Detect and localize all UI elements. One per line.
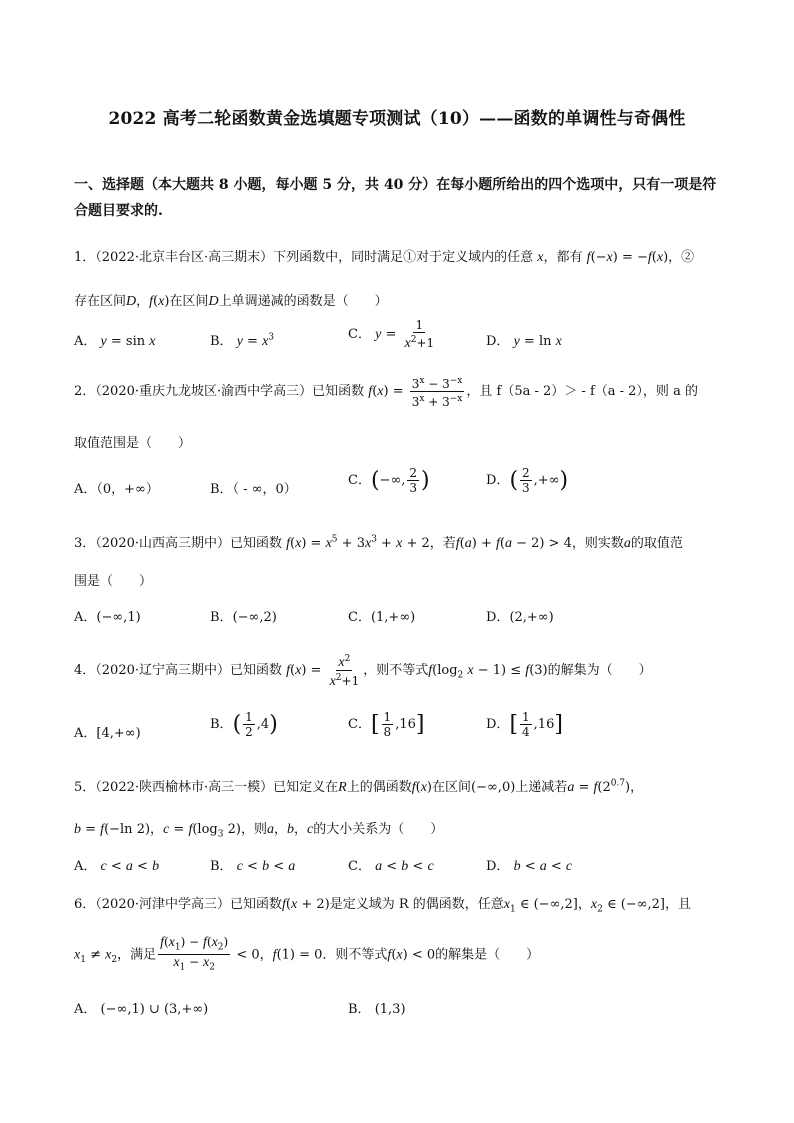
question-2-line-1: 2．（2020·重庆九龙坡区·渝西中学高三）已知函数 f(x) = $\frac{3^x - 3^{-x}}{3^x + 3^{-x}}$ ，且 f（5a - 2）＞ - f（a - 2），则 a 的	[74, 376, 698, 409]
question-2-option-a: A．（0，+∞）	[74, 482, 159, 497]
question-4-option-d: D．[ $\frac{1}{4}$ ,16]	[486, 710, 563, 739]
question-6-line-2: $x_1 \ne x_2$，满足 $\frac{f(x_1) - f(x_2)}{x_1 - x_2}$ < 0，f(1) = 0．则不等式f(x) < 0的解集是（ ）	[74, 935, 540, 973]
question-3-option-b: B．(−∞,2)	[210, 610, 277, 625]
question-4-option-c: C．[ $\frac{1}{8}$ ,16]	[348, 710, 425, 739]
question-1-line-2: 存在区间D，f(x)在区间D上单调递减的函数是（ ）	[74, 294, 388, 309]
question-6-line-1: 6．（2020·河津中学高三）已知函数f(x + 2)是定义域为 R 的偶函数，任意$x_1$ ∈ (−∞,2]，$x_2$ ∈ (−∞,2]，且	[74, 897, 692, 915]
question-5-line-2: b = f(−ln 2)，$c = f(\log_3$ 2)，则a，b，c的大小关系为（ ）	[74, 822, 444, 840]
page-title: 2022 高考二轮函数黄金选填题专项测试（10）——函数的单调性与奇偶性	[108, 109, 686, 129]
question-3-option-d: D．(2,+∞)	[486, 610, 554, 625]
question-1-option-c: C． y = $\frac{1}{x^2+1}$	[348, 318, 435, 351]
question-4-option-b: B．( $\frac{1}{2}$ ,4)	[210, 710, 278, 739]
question-3-line-1: 3．（2020·山西高三期中）已知函数 $f(x) = x^5 + 3x^3 + x + 2$，若f(a) + f(a − 2) > 4，则实数a的取值范	[74, 534, 683, 551]
question-5-source: （2022·陕西榆林市·高三一模）	[95, 780, 274, 795]
question-6-option-b: B． (1,3)	[348, 1002, 406, 1017]
question-1-option-d: D． y = ln x	[486, 334, 562, 349]
question-1-option-a: A． y = sin x	[74, 334, 156, 349]
question-5-line-1: 5．（2022·陕西榆林市·高三一模）已知定义在R上的偶函数f(x)在区间(−∞,0)上递减若$a = f(2^{0.7})$，	[74, 778, 644, 795]
question-1-line-1: 1．（2022·北京丰台区·高三期末）下列函数中，同时满足①对于定义域内的任意 x，都有 f(−x) = −f(x)，②	[74, 250, 695, 265]
question-2-option-c: C．(−∞, $\frac{2}{3}$ )	[348, 466, 430, 495]
question-2-line-2: 取值范围是（ ）	[74, 436, 192, 451]
question-5-option-a: A． c < a < b	[74, 859, 160, 874]
question-4-line-1: 4．（2020·辽宁高三期中）已知函数 f(x) = $\frac{x^2}{x^2+1}$ ，则不等式$f(\log_2$ x − 1) ≤ f(3)的解集为（ ）	[74, 654, 652, 689]
question-2-source: （2020·重庆九龙坡区·渝西中学高三）	[95, 384, 313, 399]
question-3-source: （2020·山西高三期中）	[95, 536, 230, 551]
question-1-option-b: B． $y = x^3$	[210, 332, 275, 349]
question-6-source: （2020·河津中学高三）	[95, 897, 230, 912]
question-1-source: （2022·北京丰台区·高三期末）	[95, 250, 274, 265]
question-3-option-c: C．(1,+∞)	[348, 610, 416, 625]
section-heading: 一、选择题（本大题共 8 小题，每小题 5 分，共 40 分）在每小题所给出的四个选项中，只有一项是符合题目要求的.	[74, 177, 717, 219]
question-5-option-b: B． c < b < a	[210, 859, 296, 874]
question-5-option-c: C． a < b < c	[348, 859, 434, 874]
question-6-option-a: A． (−∞,1) ∪ (3,+∞)	[74, 1002, 209, 1017]
question-3-option-a: A．(−∞,1)	[74, 610, 141, 625]
question-1-number: 1．	[74, 250, 96, 265]
question-2-option-d: D．( $\frac{2}{3}$ ,+∞)	[486, 466, 569, 495]
question-4-source: （2020·辽宁高三期中）	[95, 663, 230, 678]
question-2-option-b: B．（ - ∞，0）	[210, 482, 297, 497]
question-4-option-a: A．[4,+∞)	[74, 726, 141, 741]
question-3-line-2: 围是（ ）	[74, 574, 153, 589]
question-1-text: 下列函数中，同时满足①对于定义域内的任意	[273, 250, 534, 265]
question-5-option-d: D． b < a < c	[486, 859, 573, 874]
